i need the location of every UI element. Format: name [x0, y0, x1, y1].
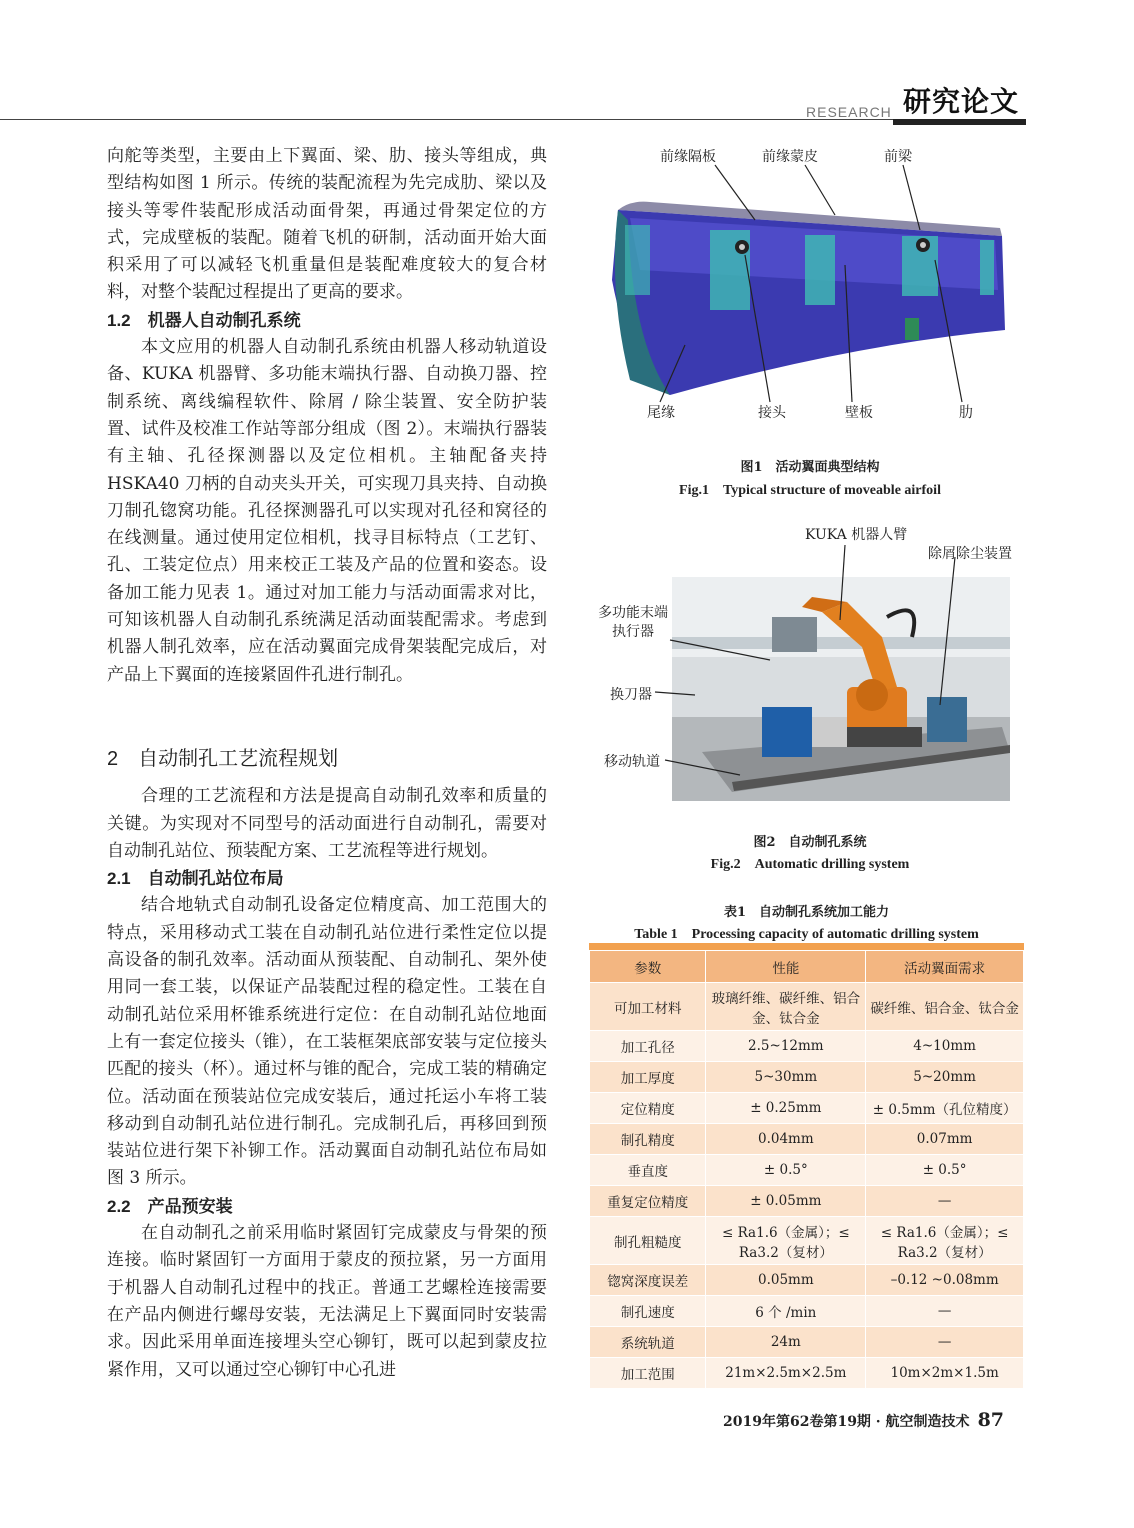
table-cell: 锪窝深度误差 [590, 1265, 706, 1296]
paragraph: 本文应用的机器人自动制孔系统由机器人移动轨道设备、KUKA 机器臂、多功能末端执行器、自动换刀器、控制系统、离线编程软件、除屑 / 除尘装置、安全防护装置、试件及校准工作站等部分组成（图 2）。末端执行器装有主轴、孔径探测器以及定位相机。主轴配备夹持 HSKA40 刀柄的自动夹头开关，可实现刀具夹持、自动换刀制孔锪窝功能。孔径探测器孔可以实现对孔径和窝径的在线测量。通过使用定位相机，找寻目标特点（工艺钉、孔、工装定位点）用来校正工装及产品的位置和姿态。设备加工能力见表 1。通过对加工能力与活动面需求对比，可知该机器人自动制孔系统满足活动面装配需求。考虑到机器人制孔效率，应在活动翼面完成骨架装配完成后，对产品上下翼面的连接紧固件孔进行制孔。 [107, 337, 547, 685]
section-heading-2: 2 自动制孔工艺流程规划 [107, 748, 339, 770]
table-cell: 制孔速度 [590, 1296, 706, 1327]
table-cell: — [866, 1327, 1024, 1358]
table-header-cell: 性能 [706, 951, 866, 983]
table-row [590, 1124, 1024, 1155]
section-heading-1-2: 1.2 机器人自动制孔系统 [107, 310, 301, 330]
journal-info: 2019年第62卷第19期 · 航空制造技术 [723, 1414, 970, 1430]
table-cell: 加工厚度 [590, 1062, 706, 1093]
fig2-label-end-effector-2: 执行器 [612, 624, 654, 640]
table1-caption-en: Table 1 Processing capacity of automatic drilling system [634, 927, 979, 942]
fig1-label-front-spar: 前梁 [884, 149, 912, 165]
fig1-label-joint: 接头 [758, 405, 786, 421]
paragraph: 在自动制孔之前采用临时紧固钉完成蒙皮与骨架的预连接。临时紧固钉一方面用于蒙皮的预拉紧，另一方面用于机器人自动制孔过程中的找正。普通工艺螺栓连接需要在产品内侧进行螺母安装，无法满足上下翼面同时安装需求。因此采用单面连接埋头空心铆钉，既可以起到蒙皮拉紧作用，又可以通过空心铆钉中心孔进 [107, 1223, 547, 1380]
fig1-label-trailing-edge: 尾缘 [647, 405, 675, 421]
table-cell: ≤ Ra1.6（金属）；≤ Ra3.2（复材） [706, 1217, 866, 1265]
header-title: 研究论文 [903, 85, 1020, 118]
table-row [590, 1296, 1024, 1327]
fig1-caption-en: Fig.1 Typical structure of moveable airfoil [679, 483, 941, 498]
table-cell: ± 0.5mm（孔位精度） [866, 1093, 1024, 1124]
fig1-label-panel: 壁板 [845, 405, 873, 421]
table-header-cell: 参数 [590, 951, 706, 983]
fig2-label-tool-changer: 换刀器 [610, 687, 652, 703]
table-cell: 4~10mm [866, 1031, 1024, 1062]
body-column-top [107, 143, 547, 689]
table-row [590, 1155, 1024, 1186]
table-cell: ± 0.5° [866, 1155, 1024, 1186]
table-cell: 21m×2.5m×2.5m [706, 1358, 866, 1389]
figure-1 [590, 140, 1030, 430]
fig2-label-end-effector-1: 多功能末端 [598, 605, 668, 621]
body-column-bottom [107, 746, 547, 1384]
table-cell: 5~30mm [706, 1062, 866, 1093]
fig1-label-rib: 肋 [959, 405, 973, 421]
table1-top-bar [589, 943, 1024, 950]
page-footer [723, 1409, 1004, 1431]
table-cell: 碳纤维、铝合金、钛合金 [866, 983, 1024, 1031]
table-cell: 可加工材料 [590, 983, 706, 1031]
table-cell: ± 0.25mm [706, 1093, 866, 1124]
table-row [590, 983, 1024, 1031]
table-row [590, 1062, 1024, 1093]
fig2-leader-lines [590, 535, 1030, 780]
table-cell: 重复定位精度 [590, 1186, 706, 1217]
airfoil-structure-illustration [590, 140, 1030, 430]
table-row [590, 1217, 1024, 1265]
table-row [590, 1327, 1024, 1358]
table-row [590, 1265, 1024, 1296]
table-cell: 定位精度 [590, 1093, 706, 1124]
table-row [590, 1186, 1024, 1217]
table-cell: 10m×2m×1.5m [866, 1358, 1024, 1389]
fig2-caption-en: Fig.2 Automatic drilling system [710, 857, 910, 872]
table-cell: 垂直度 [590, 1155, 706, 1186]
fig1-caption-cn: 图1 活动翼面典型结构 [740, 460, 880, 475]
table-cell: — [866, 1296, 1024, 1327]
fig1-label-leading-edge-diaphragm: 前缘隔板 [660, 149, 716, 165]
table-cell: ≤ Ra1.6（金属）；≤ Ra3.2（复材） [866, 1217, 1024, 1265]
table1-caption-cn: 表1 自动制孔系统加工能力 [723, 905, 890, 920]
fig2-caption-cn: 图2 自动制孔系统 [753, 835, 867, 850]
table-header-cell: 活动翼面需求 [866, 951, 1024, 983]
section-heading-2-1: 2.1 自动制孔站位布局 [107, 869, 284, 889]
table-row [590, 1093, 1024, 1124]
fig1-label-leading-edge-skin: 前缘蒙皮 [762, 149, 818, 165]
table-cell: 0.05mm [706, 1265, 866, 1296]
header-research-label: RESEARCH [806, 104, 892, 120]
paragraph: 结合地轨式自动制孔设备定位精度高、加工范围大的特点，采用移动式工装在自动制孔站位进行柔性定位以提高设备的制孔效率。活动面从预装配、自动制孔、架外使用同一套工装，以保证产品装配过程的稳定性。工装在自动制孔站位采用杯锥系统进行定位：在自动制孔站位地面上有一套定位接头（锥），在工装框架底部安装与定位接头匹配的接头（杯）。通过杯与锥的配合，完成工装的精确定位。活动面在预装站位完成安装后，通过托运小车将工装移动到自动制孔站位进行制孔。完成制孔后，再移回到预装站位进行架下补铆工作。活动翼面自动制孔站位布局如图 3 所示。 [107, 895, 547, 1189]
table-row [590, 1358, 1024, 1389]
table-cell: 加工范围 [590, 1358, 706, 1389]
table-cell: 系统轨道 [590, 1327, 706, 1358]
table-cell: –0.12 ~0.08mm [866, 1265, 1024, 1296]
table-cell: 6 个 /min [706, 1296, 866, 1327]
table-cell: ± 0.05mm [706, 1186, 866, 1217]
table-cell: 制孔精度 [590, 1124, 706, 1155]
table-cell: 加工孔径 [590, 1031, 706, 1062]
fig2-label-kuka-arm: KUKA 机器人臂 [805, 527, 908, 543]
table-row [590, 1031, 1024, 1062]
table-cell: 5~20mm [866, 1062, 1024, 1093]
table-cell: 制孔粗糙度 [590, 1217, 706, 1265]
table-cell: 0.04mm [706, 1124, 866, 1155]
processing-capacity-table [589, 950, 1024, 1389]
table-cell: 2.5~12mm [706, 1031, 866, 1062]
fig2-label-moving-rail: 移动轨道 [604, 754, 660, 770]
paragraph: 合理的工艺流程和方法是提高自动制孔效率和质量的关键。为实现对不同型号的活动面进行自动制孔，需要对自动制孔站位、预装配方案、工艺流程等进行规划。 [107, 786, 547, 861]
table-cell: 0.07mm [866, 1124, 1024, 1155]
table-cell: ± 0.5° [706, 1155, 866, 1186]
page-number: 87 [977, 1409, 1005, 1431]
table-cell: — [866, 1186, 1024, 1217]
section-heading-2-2: 2.2 产品预安装 [107, 1196, 233, 1216]
table-cell: 24m [706, 1327, 866, 1358]
fig2-label-dust-removal: 除屑除尘装置 [928, 546, 1012, 562]
paragraph: 向舵等类型，主要由上下翼面、梁、肋、接头等组成，典型结构如图 1 所示。传统的装配流程为先完成肋、梁以及接头等零件装配形成活动面骨架，再通过骨架定位的方式，完成壁板的装配。随着飞机的研制，活动面开始大面积采用了可以减轻飞机重量但是装配难度较大的复合材料，对整个装配过程提出了更高的要求。 [107, 146, 547, 303]
table-cell: 玻璃纤维、碳纤维、铝合金、钛合金 [706, 983, 866, 1031]
table-header-row [590, 951, 1024, 983]
